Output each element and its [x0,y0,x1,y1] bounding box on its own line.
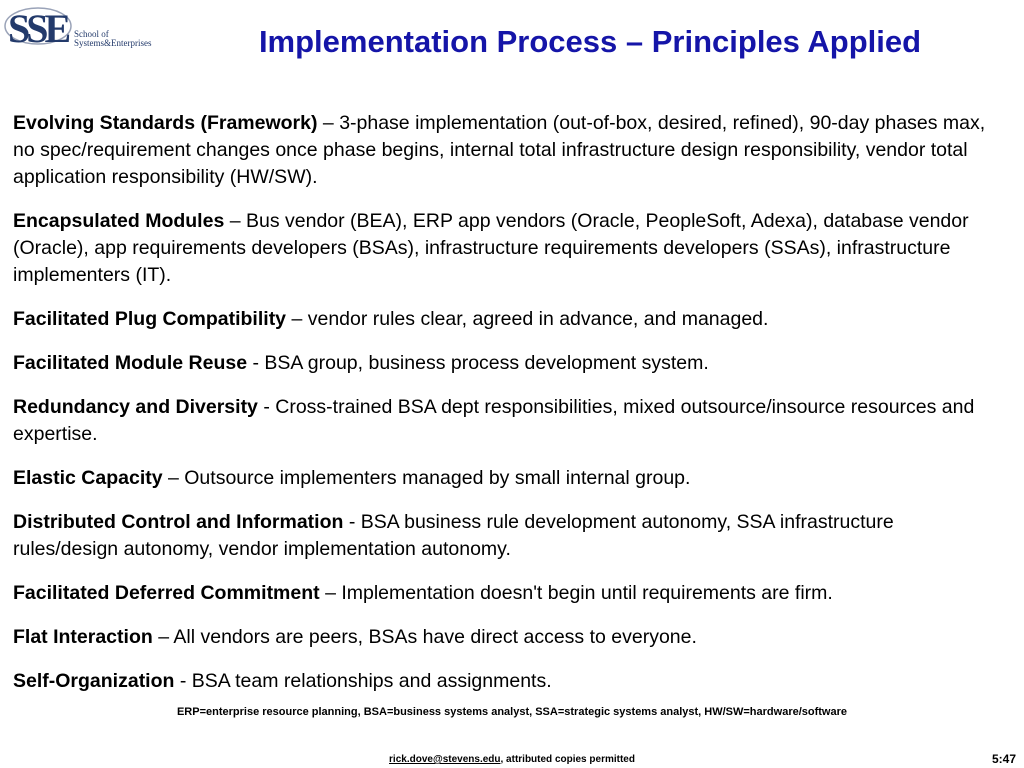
principle-item [13,306,1003,333]
principle-item [13,110,1003,191]
principle-text: BSA team relationships and assignments. [191,670,552,692]
sse-logo [2,2,162,54]
principle-separator: - [343,511,361,533]
principle-text: BSA business rule development autonomy, SSA infrastructure rules/design autonomy, vendor implementation autonomy. [13,511,894,560]
footer [0,753,1024,767]
principle-name: Facilitated Deferred Commitment [13,582,320,604]
principle-text: 3-phase implementation (out-of-box, desired, refined), 90-day phases max, no spec/requirement changes once phase begins, internal total infrastructure design responsibility, vendor total application responsibility (HW/SW). [13,112,986,188]
principle-item [13,509,1003,563]
principle-item [13,208,1003,289]
principle-name: Self-Organization [13,670,175,692]
principle-separator: - [247,352,265,374]
principle-separator: – [317,112,340,134]
principles-list [13,110,1003,712]
principle-separator: – [319,582,342,604]
principle-item [13,580,1003,607]
slide-number: 5:47 [991,752,1016,766]
principle-name: Facilitated Module Reuse [13,352,248,374]
principle-text: All vendors are peers, BSAs have direct access to everyone. [173,626,697,648]
principle-name: Redundancy and Diversity [13,396,258,418]
principle-separator: – [152,626,174,648]
principle-separator: – [286,308,308,330]
logo-text [74,30,152,48]
acronym-footnote: ERP=enterprise resource planning, BSA=business systems analyst, SSA=strategic systems analyst, HW/SW=hardware/software [176,706,848,718]
principle-item [13,465,1003,492]
logo-text-line-2: Systems&Enterprises [74,38,152,48]
principle-text: Cross-trained BSA dept responsibilities, mixed outsource/insource resources and expertise. [13,396,975,445]
principle-name: Elastic Capacity [13,467,163,489]
logo-letters: SSE [8,6,68,51]
principle-separator: - [174,670,192,692]
principle-name: Distributed Control and Information [13,511,344,533]
principle-item [13,668,1003,695]
principle-separator: - [257,396,276,418]
slide-title: Implementation Process – Principles Applied [258,24,922,59]
principle-item [13,350,1003,377]
principle-item [13,624,1003,651]
principle-name: Evolving Standards (Framework) [13,112,318,134]
principle-name: Flat Interaction [13,626,153,648]
footer-suffix: , attributed copies permitted [500,754,635,765]
principle-separator: – [162,467,185,489]
principle-text: BSA group, business process development system. [264,352,709,374]
email-link[interactable]: rick.dove@stevens.edu [389,754,501,765]
logo-text-line-1: School of [74,29,109,39]
principle-text: Bus vendor (BEA), ERP app vendors (Oracle, PeopleSoft, Adexa), database vendor (Oracle), app requirements developers (BSAs), infrastructure requirements developers (SSAs), infrastructure implementers (IT). [13,210,969,286]
principle-text: Outsource implementers managed by small internal group. [184,467,691,489]
principle-text: Implementation doesn't begin until requirements are firm. [341,582,833,604]
principle-separator: – [224,210,246,232]
principle-name: Encapsulated Modules [13,210,225,232]
principle-item [13,394,1003,448]
principle-text: vendor rules clear, agreed in advance, and managed. [307,308,769,330]
principle-name: Facilitated Plug Compatibility [13,308,287,330]
